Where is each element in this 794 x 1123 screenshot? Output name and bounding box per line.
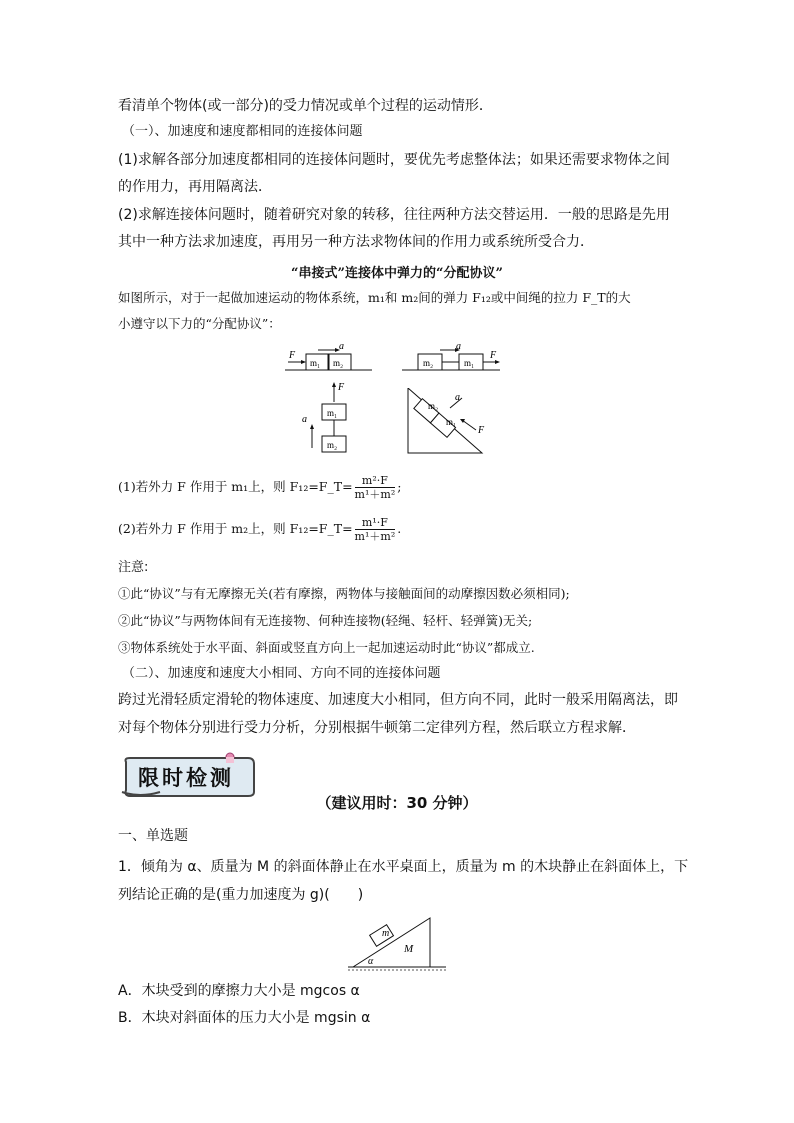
fig-label-m2: m₂ (333, 358, 344, 368)
section1-heading: （一）、加速度和速度都相同的连接体问题 (122, 124, 363, 139)
rule2 (118, 516, 401, 543)
section1-para2-line2: 其中一种方法求加速度，再用另一种方法求物体间的作用力或系统所受合力． (118, 234, 594, 250)
option-b[interactable]: B．木块对斜面体的压力大小是 mgsin α (118, 1010, 371, 1026)
note-1: ①此“协议”与有无摩擦无关(若有摩擦，两物体与接触面间的动摩擦因数必须相同); (118, 586, 570, 601)
suggested-time: （建议用时：30 分钟） (316, 794, 478, 812)
fig-label-F: F (490, 350, 497, 361)
fig-label-m2: m₂ (423, 358, 434, 368)
fig-label-alpha: α (368, 956, 374, 967)
incline-figure (0, 388, 794, 458)
fig-label-a: a (455, 392, 460, 403)
fig-label-a: a (339, 341, 344, 352)
section2-heading: （二）、加速度和速度大小相同、方向不同的连接体问题 (122, 666, 441, 681)
fig-label-a: a (302, 414, 307, 425)
section1-para1-line2: 的作用力，再用隔离法． (118, 179, 272, 195)
section2-para-line2: 对每个物体分别进行受力分析，分别根据牛顿第二定律列方程，然后联立方程求解． (118, 720, 636, 736)
rule1 (118, 474, 401, 501)
box-title: “串接式”连接体中弹力的“分配协议” (291, 266, 503, 281)
box-desc-line2: 小遵守以下力的“分配协议”： (118, 316, 281, 331)
question1-line1: 1．倾角为 α、质量为 M 的斜面体静止在水平桌面上，质量为 m 的木块静止在斜面体上，下 (118, 859, 689, 875)
note-3: ③物体系统处于水平面、斜面或竖直方向上一起加速运动时此“协议”都成立. (118, 640, 535, 655)
question1-line2: 列结论正确的是(重力加速度为 g)( ) (118, 887, 364, 903)
note-title: 注意: (118, 560, 149, 575)
fig-label-m1: m₁ (464, 358, 475, 368)
question-type: 一、单选题 (118, 828, 188, 844)
note-2: ②此“协议”与两物体间有无连接物、何种连接物(轻绳、轻杆、轻弹簧)无关; (118, 613, 533, 628)
rule1-denominator: m¹＋m² (354, 488, 396, 501)
option-a[interactable]: A．木块受到的摩擦力大小是 mgcos α (118, 983, 360, 999)
fig-label-m1: m₁ (446, 417, 457, 427)
incline-block-figure (0, 912, 794, 972)
fig-label-F: F (289, 350, 296, 361)
rule2-suffix: . (397, 521, 402, 536)
section1-para2-line1: (2)求解连接体问题时，随着研究对象的转移，往往两种方法交替运用．一般的思路是先用 (118, 207, 670, 223)
fig-label-F: F (478, 425, 485, 436)
rule1-prefix: (1)若外力 F 作用于 m₁上，则 F₁₂=F_T= (118, 479, 353, 494)
fig-label-m1: m₁ (327, 408, 338, 418)
fig-label-m2: m₂ (327, 440, 338, 450)
fig-label-m2: m₂ (428, 401, 439, 411)
section1-para1-line1: (1)求解各部分加速度都相同的连接体问题时，要优先考虑整体法；如果还需要求物体之间 (118, 152, 670, 168)
section2-para-line1: 跨过光滑轻质定滑轮的物体速度、加速度大小相同，但方向不同，此时一般采用隔离法，即 (118, 692, 678, 708)
fig-label-m: m (382, 928, 390, 939)
rule2-numerator: m¹·F (355, 516, 396, 530)
banner-title: 限时检测 (138, 765, 234, 790)
rule1-suffix: ; (397, 479, 402, 494)
fig-label-M: M (404, 943, 414, 955)
fig-label-F: F (338, 382, 345, 393)
rule1-numerator: m²·F (355, 474, 396, 488)
fig-label-a: a (456, 341, 461, 352)
rule2-denominator: m¹＋m² (354, 530, 396, 543)
intro-text: 看清单个物体(或一部分)的受力情况或单个过程的运动情形． (118, 98, 493, 114)
fig-label-m1: m₁ (310, 358, 321, 368)
rule2-prefix: (2)若外力 F 作用于 m₂上，则 F₁₂=F_T= (118, 521, 353, 536)
box-desc-line1: 如图所示，对于一起做加速运动的物体系统，m₁和 m₂间的弹力 F₁₂或中间绳的拉力 F_T的大 (118, 290, 631, 305)
